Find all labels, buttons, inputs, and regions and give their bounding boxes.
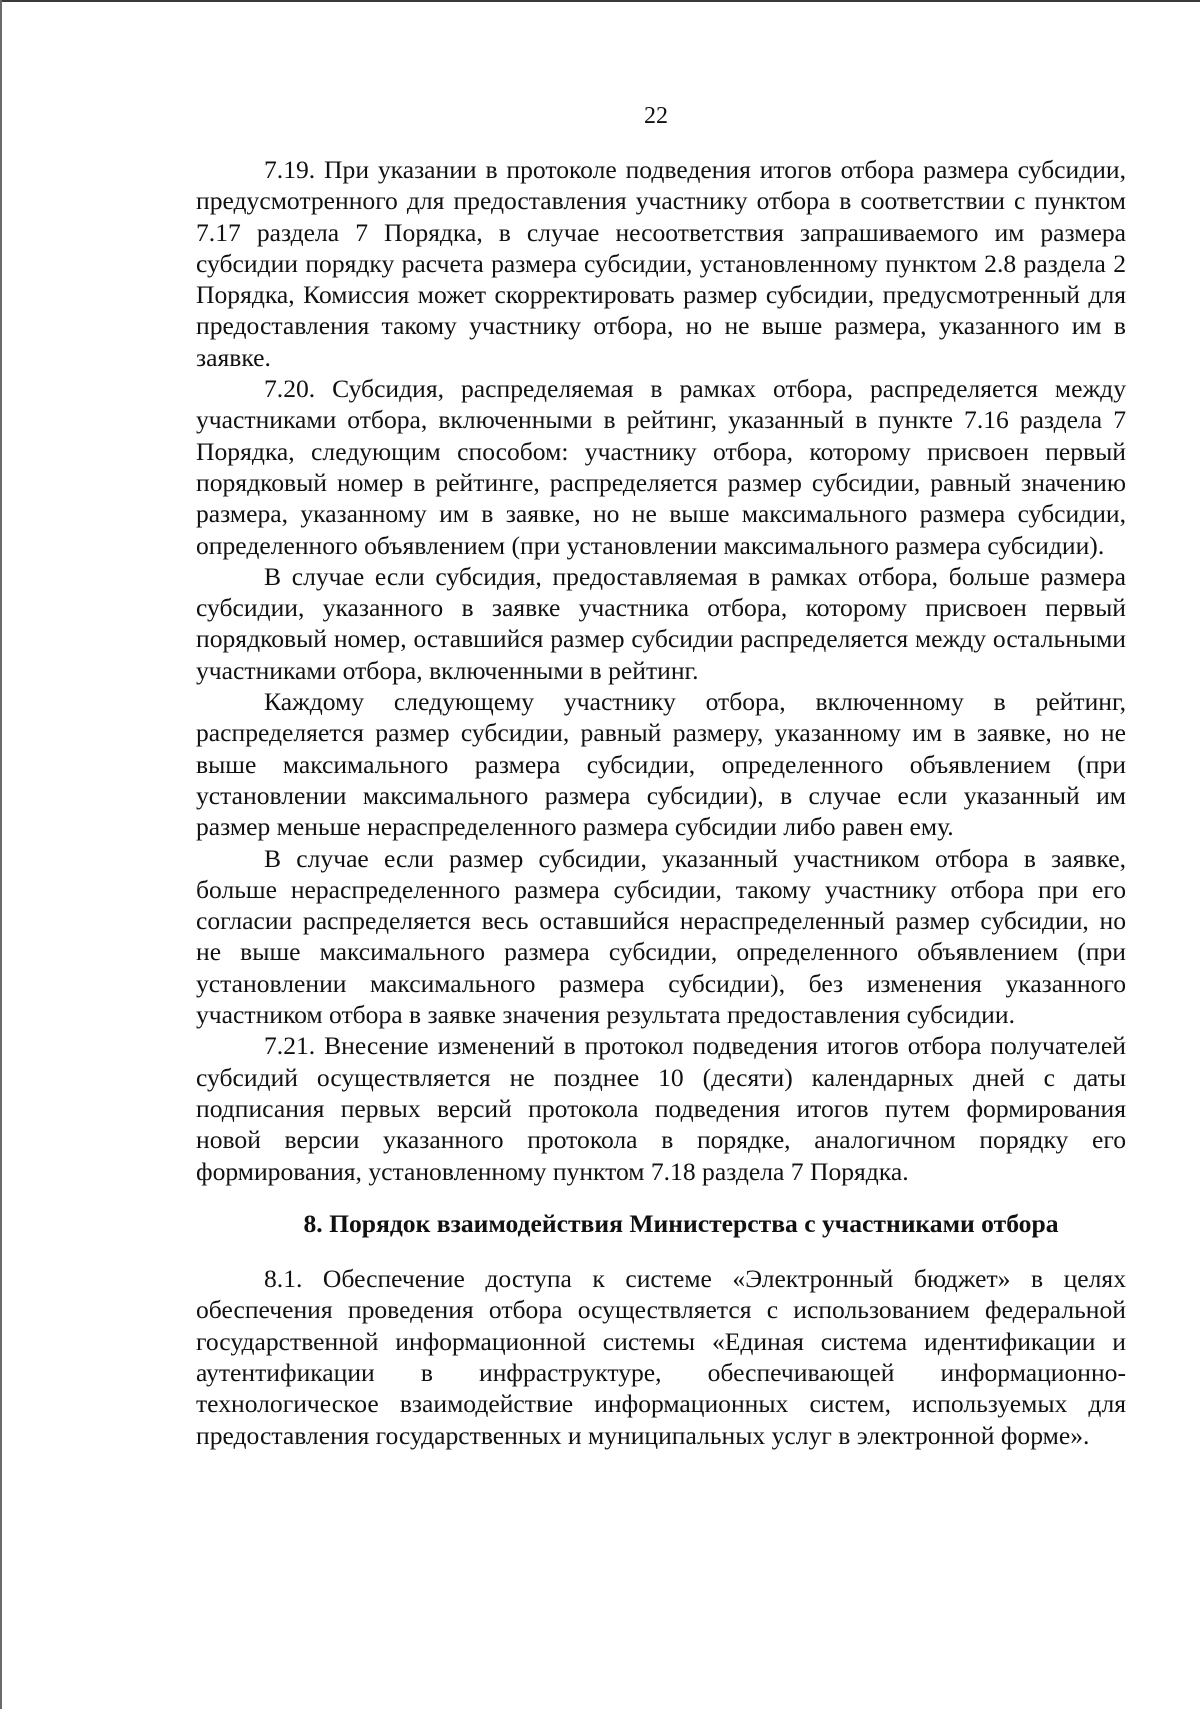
paragraph-each-next-participant: Каждому следующему участнику отбора, включенному в рейтинг, распределяется размер субсидии, равный размеру, указанному им в заявке, но не выше максимального размера субсидии, определенного объявлением (при установлении максимального размера субсидии), в случае если указанный им размер меньше нераспределенного размера субсидии либо равен ему.: [196, 687, 1126, 842]
paragraph-7-21: 7.21. Внесение изменений в протокол подведения итогов отбора получателей субсидий осуществляется не позднее 10 (десяти) календарных дней с даты подписания первых версий протокола подведения итогов путем формирования новой версии указанного протокола в порядке, аналогичном порядку его формирования, установленному пунктом 7.18 раздела 7 Порядка.: [196, 1031, 1126, 1186]
paragraph-larger-request: В случае если размер субсидии, указанный участником отбора в заявке, больше нераспределенного размера субсидии, такому участнику отбора при его согласии распределяется весь оставшийся нераспределенный размер субсидии, но не выше максимального размера субсидии, определенного объявлением (при установлении максимального размера субсидии), без изменения указанного участником отбора в заявке значения результата предоставления субсидии.: [196, 843, 1126, 1030]
section-heading-8: 8. Порядок взаимодействия Министерства с участниками отбора: [303, 1208, 1059, 1238]
paragraph-remaining-subsidy: В случае если субсидия, предоставляемая в рамках отбора, больше размера субсидии, указанного в заявке участника отбора, которому присвоен первый порядковый номер, оставшийся размер субсидии распределяется между остальными участниками отбора, включенными в рейтинг.: [196, 561, 1126, 685]
scan-edge-top: [0, 0, 1200, 2]
scan-edge-left: [0, 0, 2, 1709]
document-body: [196, 154, 1126, 1451]
paragraph-8-1: 8.1. Обеспечение доступа к системе «Электронный бюджет» в целях обеспечения проведения отбора осуществляется с использованием федеральной государственной информационной системы «Единая система идентификации и аутентификации в инфраструктуре, обеспечивающей информационно-технологическое взаимодействие информационных систем, используемых для предоставления государственных и муниципальных услуг в электронной форме».: [196, 1264, 1126, 1450]
page-number: 22: [644, 103, 668, 129]
paragraph-7-19: 7.19. При указании в протоколе подведения итогов отбора размера субсидии, предусмотренного для предоставления участнику отбора в соответствии с пунктом 7.17 раздела 7 Порядка, в случае несоответствия запрашиваемого им размера субсидии порядку расчета размера субсидии, установленному пунктом 2.8 раздела 2 Порядка, Комиссия может скорректировать размер субсидии, предусмотренный для предоставления такому участнику отбора, но не выше размера, указанного им в заявке.: [196, 155, 1126, 372]
paragraph-7-20: 7.20. Субсидия, распределяемая в рамках отбора, распределяется между участниками отбора, включенными в рейтинг, указанный в пункте 7.16 раздела 7 Порядка, следующим способом: участнику отбора, которому присвоен первый порядковый номер в рейтинге, распределяется размер субсидии, равный значению размера, указанному им в заявке, но не выше максимального размера субсидии, определенного объявлением (при установлении максимального размера субсидии).: [196, 374, 1126, 560]
